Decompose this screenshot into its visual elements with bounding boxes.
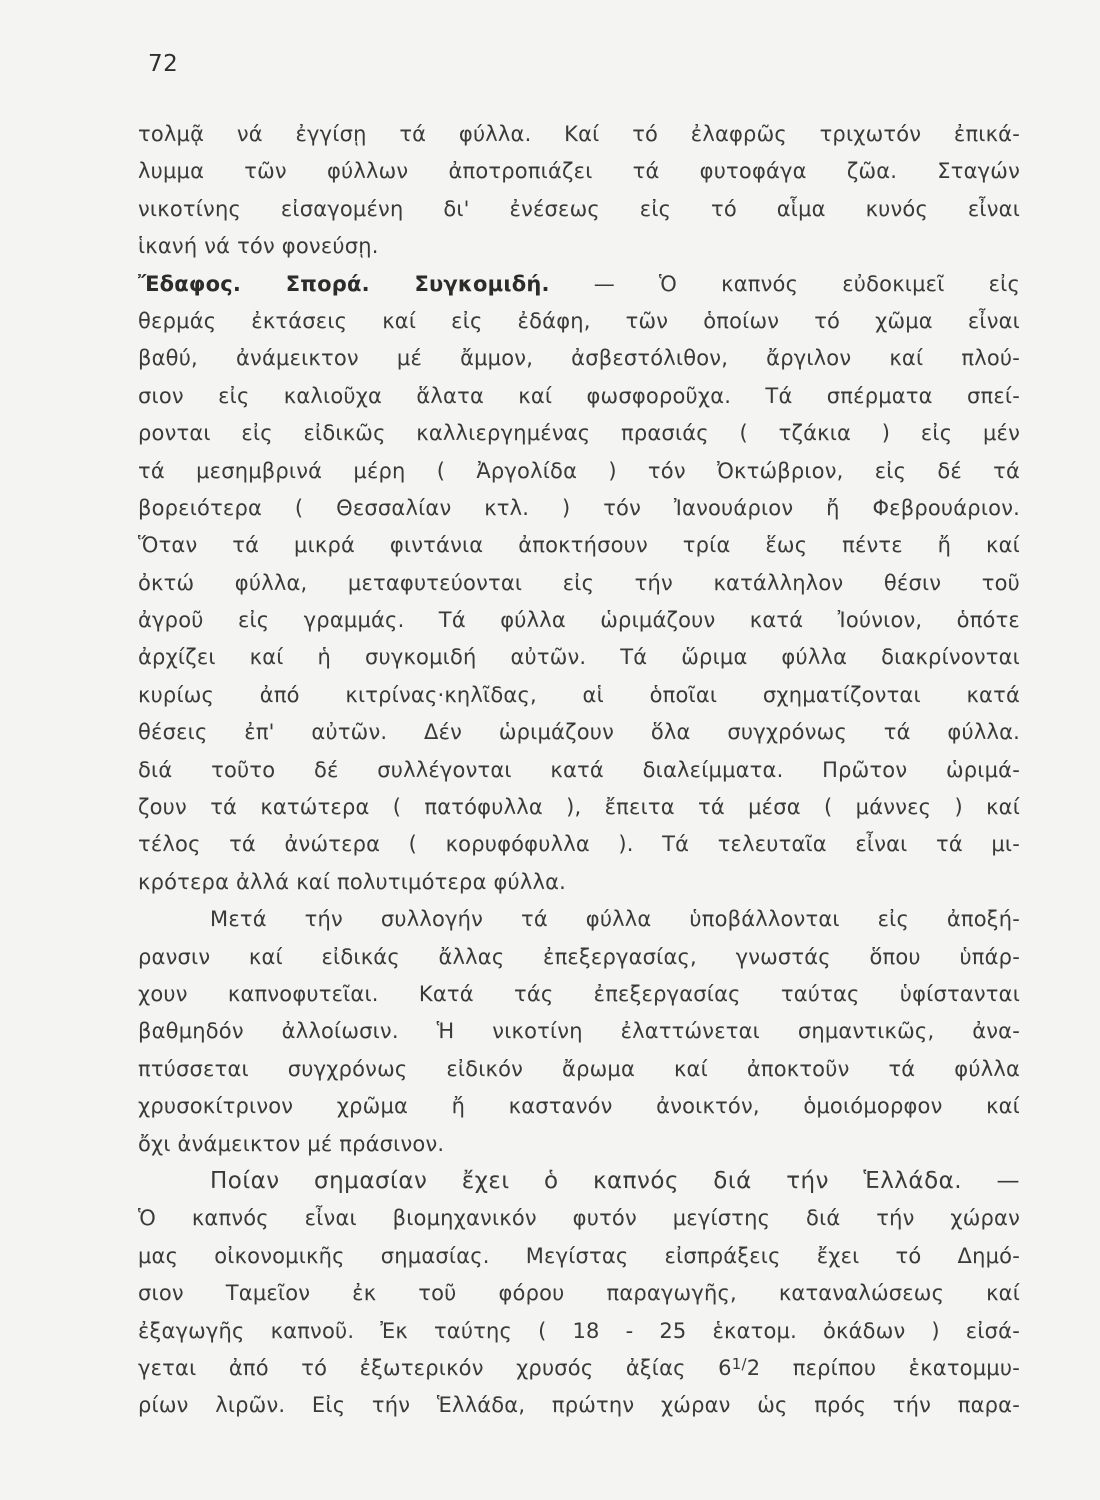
text-line: τέλος τά ἀνώτερα ( κορυφόφυλλα ). Τά τελευταῖα εἶναι τά μι- — [138, 832, 1020, 857]
paragraph-line: ρίων λιρῶν. Εἰς τήν Ἑλλάδα, πρώτην χώραν ὡς πρός τήν παρα- — [138, 1393, 1020, 1418]
text-line: ἀρχίζει καί ἡ συγκομιδή αὐτῶν. Τά ὥριμα φύλλα διακρίνονται — [138, 645, 1020, 670]
text-line: κρότερα ἀλλά καί πολυτιμότερα φύλλα. — [138, 869, 567, 894]
fraction-superscript: 1/ — [731, 1354, 747, 1373]
section-heading-text: — Ὁ καπνός εὐδοκιμεῖ εἰς — [593, 271, 1020, 296]
text-line: νικοτίνης εἰσαγομένη δι' ἐνέσεως εἰς τό αἷμα κυνός εἶναι — [138, 196, 1020, 221]
text-line: σιον εἰς καλιοῦχα ἅλατα καί φωσφοροῦχα. Τά σπέρματα σπεί- — [138, 383, 1020, 408]
paragraph-line: Μετά τήν συλλογήν τά φύλλα ὑποβάλλονται εἰς ἀποξή- — [210, 907, 1020, 932]
paragraph-line-fraction — [138, 1350, 1020, 1387]
fraction-line-before: γεται ἀπό τό ἐξωτερικόν χρυσός ἀξίας 6 — [138, 1355, 732, 1380]
paragraph-line: μας οἰκονομικῆς σημασίας. Μεγίστας εἰσπράξεις ἔχει τό Δημό- — [138, 1243, 1020, 1268]
section-heading-importance: Ποίαν σημασίαν ἔχει ὁ καπνός διά τήν Ἑλλάδα. — — [210, 1167, 1020, 1194]
text-line: ὀκτώ φύλλα, μεταφυτεύονται εἰς τήν κατάλληλον θέσιν τοῦ — [138, 570, 1020, 595]
text-line: ρονται εἰς εἰδικῶς καλλιεργημένας πρασιάς ( τζάκια ) εἰς μέν — [138, 421, 1020, 446]
paragraph-line: σιον Ταμεῖον ἐκ τοῦ φόρου παραγωγῆς, καταναλώσεως καί — [138, 1281, 1020, 1306]
text-line: κυρίως ἀπό κιτρίνας·κηλῖδας, αἱ ὁποῖαι σχηματίζονται κατά — [138, 682, 1020, 707]
page-number: 72 — [148, 51, 179, 77]
paragraph-line: ἐξαγωγῆς καπνοῦ. Ἐκ ταύτης ( 18 - 25 ἑκατομ. ὀκάδων ) εἰσά- — [138, 1318, 1020, 1343]
fraction-line-after: περίπου ἑκατομμυ- — [760, 1355, 1020, 1380]
text-line: ζουν τά κατώτερα ( πατόφυλλα ), ἔπειτα τά μέσα ( μάννες ) καί — [138, 795, 1020, 820]
text-line: θερμάς ἐκτάσεις καί εἰς ἐδάφη, τῶν ὁποίων τό χῶμα εἶναι — [138, 308, 1020, 333]
text-line: ἀγροῦ εἰς γραμμάς. Τά φύλλα ὡριμάζουν κατά Ἰούνιον, ὁπότε — [138, 608, 1020, 633]
fraction-subscript: 2 — [746, 1355, 761, 1380]
text-line: βαθύ, ἀνάμεικτον μέ ἄμμον, ἀσβεστόλιθον, ἄργιλον καί πλού- — [138, 346, 1020, 371]
text-line: διά τοῦτο δέ συλλέγονται κατά διαλείμματα. Πρῶτον ὡριμά- — [138, 757, 1020, 782]
paragraph-line: Ὁ καπνός εἶναι βιομηχανικόν φυτόν μεγίστης διά τήν χώραν — [138, 1206, 1020, 1231]
paragraph-line: χουν καπνοφυτεῖαι. Κατά τάς ἐπεξεργασίας ταύτας ὑφίστανται — [138, 981, 1020, 1006]
section-heading-line — [138, 266, 1020, 303]
text-line: Ὅταν τά μικρά φιντάνια ἀποκτήσουν τρία ἕως πέντε ἤ καί — [138, 533, 1020, 558]
text-line: λυμμα τῶν φύλλων ἀποτροπιάζει τά φυτοφάγα ζῶα. Σταγών — [138, 159, 1020, 184]
section-heading-soil: Ἔδαφος. Σπορά. Συγκομιδή. — [138, 271, 550, 296]
paragraph-line: ὄχι ἀνάμεικτον μέ πράσινον. — [138, 1131, 445, 1156]
text-line: βορειότερα ( Θεσσαλίαν κτλ. ) τόν Ἰανουάριον ἤ Φεβρουάριον. — [138, 495, 1020, 520]
text-line: θέσεις ἐπ' αὐτῶν. Δέν ὡριμάζουν ὅλα συγχρόνως τά φύλλα. — [138, 720, 1020, 745]
paragraph-line: χρυσοκίτρινον χρῶμα ἤ καστανόν ἀνοικτόν, ὁμοιόμορφον καί — [138, 1094, 1020, 1119]
paragraph-line: πτύσσεται συγχρόνως εἰδικόν ἄρωμα καί ἀποκτοῦν τά φύλλα — [138, 1056, 1020, 1081]
document-text — [138, 116, 1020, 1425]
text-line: τά μεσημβρινά μέρη ( Ἀργολίδα ) τόν Ὀκτώβριον, εἰς δέ τά — [138, 458, 1020, 483]
paragraph-line: βαθμηδόν ἀλλοίωσιν. Ἡ νικοτίνη ἐλαττώνεται σημαντικῶς, ἀνα- — [138, 1019, 1020, 1044]
text-line: τολμᾷ νά ἐγγίσῃ τά φύλλα. Καί τό ἐλαφρῶς τριχωτόν ἐπικά- — [138, 122, 1020, 146]
paragraph-line: ρανσιν καί εἰδικάς ἄλλας ἐπεξεργασίας, γνωστάς ὅπου ὑπάρ- — [138, 944, 1020, 969]
text-line: ἱκανή νά τόν φονεύσῃ. — [138, 234, 379, 259]
